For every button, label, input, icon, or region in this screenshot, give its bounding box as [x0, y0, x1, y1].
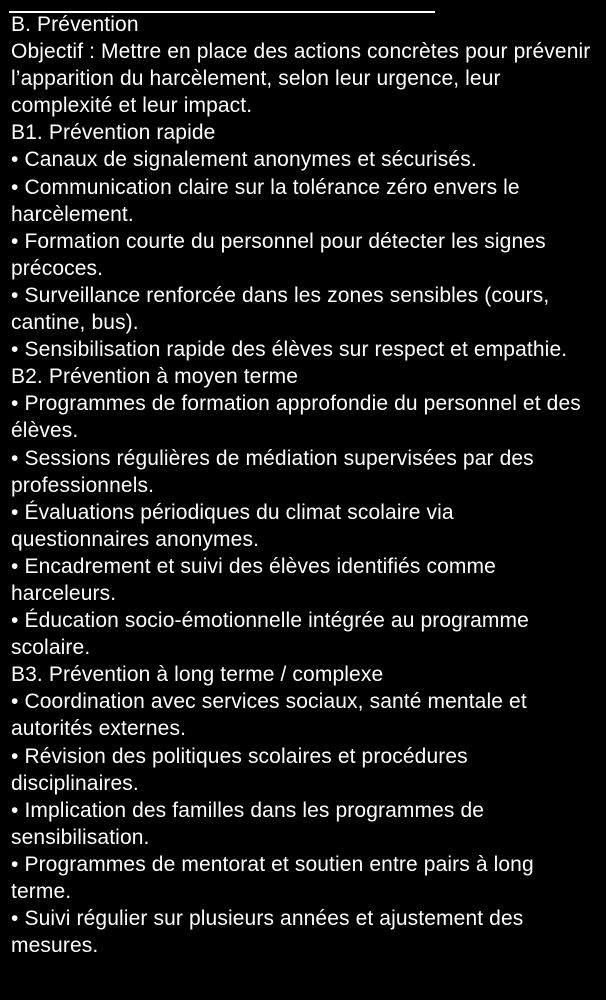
subsection-title: B3. Prévention à long terme / complexe	[11, 663, 384, 687]
list-item: • Sensibilisation rapide des élèves sur respect et empathie.	[11, 336, 597, 363]
subsection-b1	[11, 119, 597, 363]
list-item: • Programmes de mentorat et soutien entre pairs à long terme.	[11, 851, 597, 905]
list-item: • Communication claire sur la tolérance zéro envers le harcèlement.	[11, 174, 597, 228]
list-item: • Sessions régulières de médiation supervisées par des professionnels.	[11, 445, 597, 499]
list-item: • Canaux de signalement anonymes et sécurisés.	[11, 146, 597, 173]
subsection-title: B2. Prévention à moyen terme	[11, 365, 299, 389]
list-item: • Implication des familles dans les programmes de sensibilisation.	[11, 797, 597, 851]
document	[11, 0, 597, 959]
list-item: • Coordination avec services sociaux, santé mentale et autorités externes.	[11, 688, 597, 742]
list-item: • Encadrement et suivi des élèves identifiés comme harceleurs.	[11, 553, 597, 607]
list-item: • Évaluations périodiques du climat scolaire via questionnaires anonymes.	[11, 499, 597, 553]
list-item: • Formation courte du personnel pour détecter les signes précoces.	[11, 228, 597, 282]
list-item: • Suivi régulier sur plusieurs années et ajustement des mesures.	[11, 905, 597, 959]
list-item: • Éducation socio-émotionnelle intégrée au programme scolaire.	[11, 607, 597, 661]
list-item: • Révision des politiques scolaires et procédures disciplinaires.	[11, 743, 597, 797]
list-item: • Surveillance renforcée dans les zones sensibles (cours, cantine, bus).	[11, 282, 597, 336]
subsection-title: B1. Prévention rapide	[11, 121, 216, 145]
objective-text: Objectif : Mettre en place des actions concrètes pour prévenir l’apparition du harcèlement, selon leur urgence, leur complexité et leur impact.	[11, 40, 591, 118]
list-item: • Programmes de formation approfondie du personnel et des élèves.	[11, 390, 597, 444]
section-title: B. Prévention	[11, 13, 139, 36]
subsection-b3	[11, 661, 597, 959]
subsection-b2	[11, 363, 597, 661]
